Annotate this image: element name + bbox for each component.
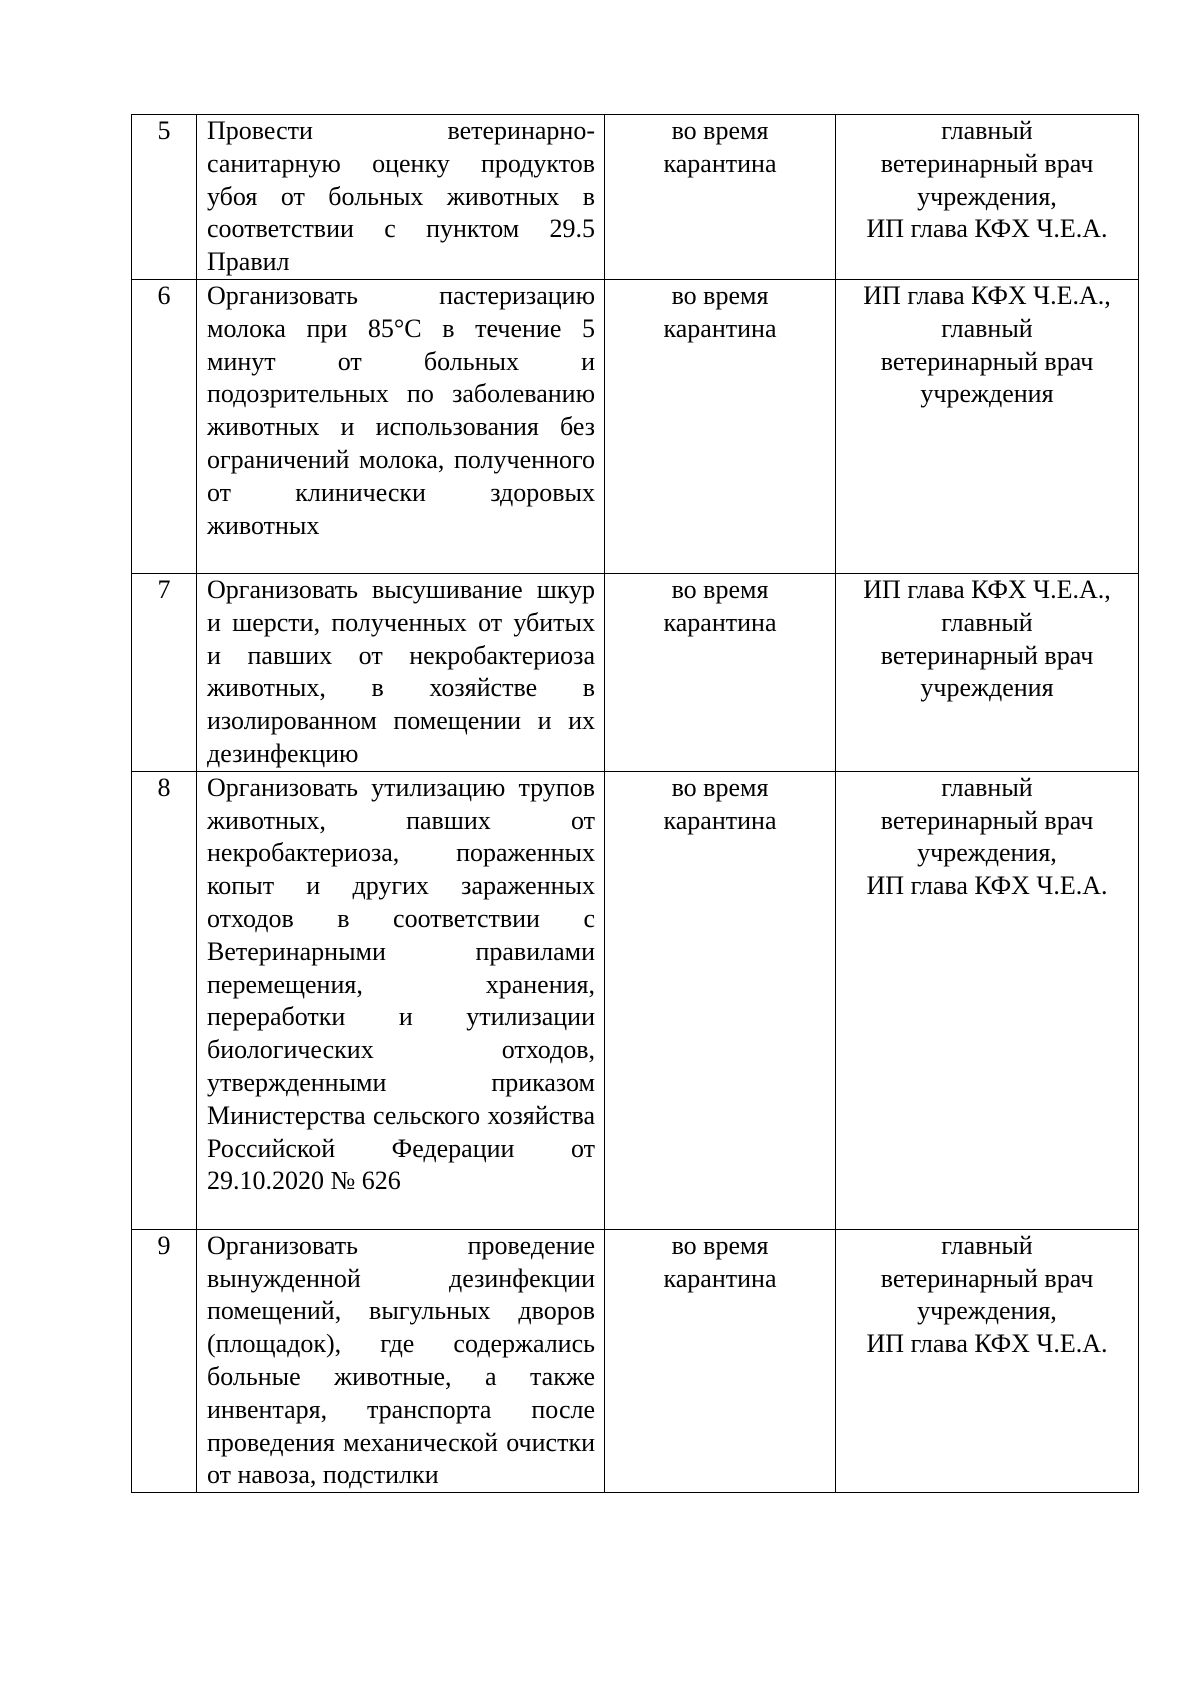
measure-text: Организовать утилизацию трупов животных, павших от некробактериоза, пораженных копыт и других зараженных отходов в соответствии с Ветеринарными правилами перемещения, хранения, переработки и утилизации биологических отходов, утвержденными приказом Министерства сельского хозяйства Российской Федерации от 29.10.2020 № 626 xyxy=(197,771,605,1229)
term-cell xyxy=(605,115,836,280)
table-row xyxy=(132,115,1139,280)
term-line: карантина xyxy=(663,805,777,835)
row-number: 6 xyxy=(132,279,197,573)
responsible-line: ИП глава КФХ Ч.Е.А. xyxy=(866,1329,1108,1359)
measures-table xyxy=(131,114,1139,1493)
term-line: во время xyxy=(671,1230,769,1260)
term-line: во время xyxy=(671,574,769,604)
measure-text: Организовать проведение вынужденной дезинфекции помещений, выгульных дворов (площадок), где содержались больные животные, а также инвентаря, транспорта после проведения механической очистки от навоза, подстилки xyxy=(197,1229,605,1492)
term-line: карантина xyxy=(663,1263,777,1293)
responsible-cell xyxy=(836,771,1139,1229)
term-line: карантина xyxy=(663,313,777,343)
measure-text: Организовать высушивание шкур и шерсти, полученных от убитых и павших от некробактериоза животных, в хозяйстве в изолированном помещении и их дезинфекцию xyxy=(197,573,605,771)
responsible-cell xyxy=(836,115,1139,280)
responsible-line: ИП глава КФХ Ч.Е.А., xyxy=(863,280,1111,310)
responsible-line: ветеринарный врач xyxy=(880,1263,1094,1293)
term-cell xyxy=(605,1229,836,1492)
term-line: во время xyxy=(671,280,769,310)
responsible-line: главный xyxy=(941,116,1033,145)
row-number: 7 xyxy=(132,573,197,771)
responsible-line: учреждения xyxy=(920,379,1054,409)
responsible-line: учреждения, xyxy=(917,838,1057,868)
responsible-line: ветеринарный врач xyxy=(880,148,1094,178)
table-row xyxy=(132,279,1139,573)
row-number: 9 xyxy=(132,1229,197,1492)
term-cell xyxy=(605,573,836,771)
responsible-line: учреждения xyxy=(920,673,1054,703)
measure-text: Провести ветеринарно-санитарную оценку продуктов убоя от больных животных в соответствии с пунктом 29.5 Правил xyxy=(197,115,605,280)
table-row xyxy=(132,771,1139,1229)
responsible-line: ИП глава КФХ Ч.Е.А., xyxy=(863,574,1111,604)
responsible-cell xyxy=(836,573,1139,771)
term-cell xyxy=(605,771,836,1229)
responsible-line: ветеринарный врач xyxy=(880,346,1094,376)
responsible-line: учреждения, xyxy=(917,1296,1057,1326)
responsible-line: главный xyxy=(941,772,1033,802)
term-cell xyxy=(605,279,836,573)
responsible-line: главный xyxy=(941,313,1033,343)
responsible-line: ветеринарный врач xyxy=(880,805,1094,835)
responsible-cell xyxy=(836,1229,1139,1492)
table-row xyxy=(132,573,1139,771)
responsible-line: учреждения, xyxy=(917,181,1057,211)
responsible-line: главный xyxy=(941,1230,1033,1260)
responsible-line: ветеринарный врач xyxy=(880,640,1094,670)
row-number: 8 xyxy=(132,771,197,1229)
table-row xyxy=(132,1229,1139,1492)
responsible-cell xyxy=(836,279,1139,573)
responsible-line: главный xyxy=(941,607,1033,637)
row-number: 5 xyxy=(132,115,197,280)
term-line: карантина xyxy=(663,148,777,178)
responsible-line: ИП глава КФХ Ч.Е.А. xyxy=(866,871,1108,901)
term-line: во время xyxy=(671,772,769,802)
measure-text: Организовать пастеризацию молока при 85°С в течение 5 минут от больных и подозрительных по заболеванию животных и использования без ограничений молока, полученного от клинически здоровых животных xyxy=(197,279,605,573)
responsible-line: ИП глава КФХ Ч.Е.А. xyxy=(866,214,1108,244)
term-line: во время xyxy=(671,116,769,145)
term-line: карантина xyxy=(663,607,777,637)
